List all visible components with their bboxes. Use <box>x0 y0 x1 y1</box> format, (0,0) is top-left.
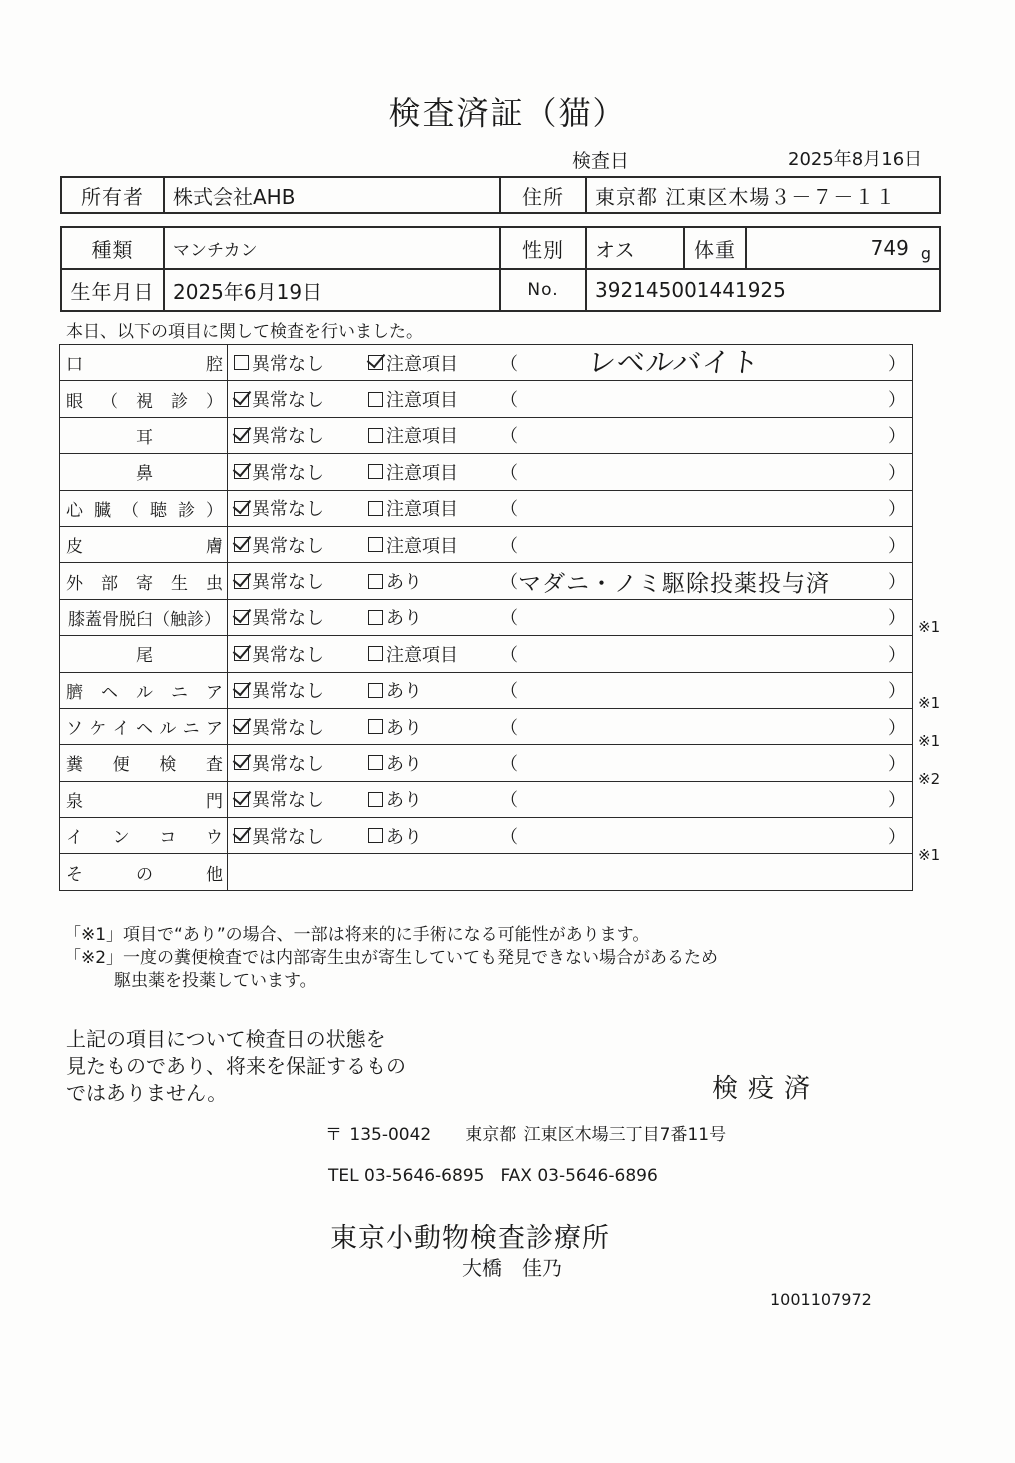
normal-option[interactable] <box>234 786 324 812</box>
normal-option-label: 異常なし <box>252 462 324 484</box>
attention-option[interactable] <box>368 750 422 776</box>
checked-box-icon[interactable] <box>368 355 383 370</box>
item-label <box>60 818 228 854</box>
checked-box-icon[interactable] <box>234 464 249 479</box>
item-note: レベルバイト <box>586 346 762 380</box>
item-options <box>228 381 913 417</box>
attention-option[interactable] <box>368 532 458 558</box>
normal-option[interactable] <box>234 422 324 448</box>
footnote-2-line-1: 「※2」一度の糞便検査では内部寄生虫が寄生していても発見できない場合があるため <box>64 948 719 968</box>
normal-option-label: 異常なし <box>252 390 324 412</box>
paren-close: ） <box>888 644 906 666</box>
checked-box-icon[interactable] <box>234 392 249 407</box>
item-char: ン <box>112 828 130 849</box>
item-label <box>60 454 228 490</box>
item-char: 検 <box>159 755 177 776</box>
item-char: ニ <box>171 682 188 703</box>
item-label <box>60 708 228 744</box>
owner-value: 株式会社AHB <box>164 177 500 213</box>
item-char: 虫 <box>206 573 223 594</box>
item-char: 腔 <box>206 355 223 376</box>
item-char: 泉 <box>66 791 83 812</box>
no-label: No. <box>500 269 586 311</box>
item-char: 診 <box>171 391 188 412</box>
attention-option[interactable] <box>368 714 422 740</box>
normal-option[interactable] <box>234 750 324 776</box>
attention-option-label: 注意項目 <box>386 353 458 375</box>
paren-open: （ <box>500 608 518 630</box>
item-char: 眼 <box>66 391 83 412</box>
normal-option-label: 異常なし <box>252 499 324 521</box>
checkbox-icon[interactable] <box>368 646 383 661</box>
item-label <box>60 745 228 781</box>
item-label <box>60 417 228 453</box>
item-options <box>228 454 913 490</box>
weight-label: 体重 <box>684 227 746 269</box>
normal-option[interactable] <box>234 604 324 630</box>
check-row <box>60 563 913 599</box>
item-char: ア <box>205 719 223 740</box>
normal-option-label: 異常なし <box>252 826 324 848</box>
item-label <box>60 854 228 890</box>
item-options <box>228 490 913 526</box>
item-char: 耳 <box>136 427 153 448</box>
owner-table <box>60 176 941 214</box>
contact-line <box>328 1166 658 1186</box>
item-char: ニ <box>182 719 200 740</box>
footnote-1: 「※1」項目で“あり”の場合、一部は将来的に手術になる可能性があります。 <box>64 925 650 945</box>
attention-option-label: 注意項目 <box>386 390 458 412</box>
item-options <box>228 345 913 381</box>
normal-option[interactable] <box>234 568 324 594</box>
no-value: 392145001441925 <box>586 269 940 311</box>
item-char: ） <box>206 500 223 521</box>
item-char: 査 <box>205 755 223 776</box>
paren-open: （ <box>500 681 518 703</box>
footnote-mark: ※1 <box>918 845 941 864</box>
clinic-address: 東京都 江東区木場三丁目7番11号 <box>465 1125 727 1145</box>
item-char: 聴 <box>150 500 167 521</box>
item-options <box>228 526 913 562</box>
normal-option-label: 異常なし <box>252 644 324 666</box>
clinic-address-line <box>325 1120 726 1145</box>
paren-close: ） <box>888 390 906 412</box>
normal-option-label: 異常なし <box>252 353 324 375</box>
checkbox-icon[interactable] <box>368 392 383 407</box>
normal-option-label: 異常なし <box>252 681 324 703</box>
weight-cell <box>746 227 940 269</box>
attention-option-label: あり <box>386 717 422 739</box>
item-options <box>228 818 913 854</box>
check-row <box>60 345 913 381</box>
check-row <box>60 454 913 490</box>
paren-close: ） <box>888 826 906 848</box>
footnote-2-line-2: 駆虫薬を投薬しています。 <box>114 971 317 991</box>
paren-close: ） <box>888 426 906 448</box>
paren-open: （ <box>500 426 518 448</box>
check-row <box>60 381 913 417</box>
weight-value: 749 <box>870 236 909 260</box>
attention-option[interactable] <box>368 568 422 594</box>
clinic-name: 東京小動物検査診療所 <box>330 1223 610 1254</box>
checked-box-icon[interactable] <box>234 683 249 698</box>
item-char: ア <box>206 682 223 703</box>
item-char: 膚 <box>206 537 223 558</box>
paren-open: （ <box>500 535 518 557</box>
attention-option[interactable] <box>368 386 458 412</box>
normal-option[interactable] <box>234 641 324 667</box>
item-char: イ <box>112 719 130 740</box>
normal-option[interactable] <box>234 386 324 412</box>
checkbox-icon[interactable] <box>234 355 249 370</box>
attention-option[interactable] <box>368 422 458 448</box>
paren-close: ） <box>888 353 906 375</box>
serial-number: 1001107972 <box>770 1290 872 1309</box>
birth-label: 生年月日 <box>61 269 164 311</box>
attention-option[interactable] <box>368 786 422 812</box>
page-title: 検査済証（猫） <box>388 94 627 132</box>
item-char: 口 <box>66 355 83 376</box>
paren-close: ） <box>888 681 906 703</box>
paren-open: （ <box>500 826 518 848</box>
attention-option-label: あり <box>386 753 422 775</box>
checked-box-icon[interactable] <box>234 646 249 661</box>
item-char: ） <box>206 391 223 412</box>
checked-box-icon[interactable] <box>234 828 249 843</box>
paren-open: （ <box>500 390 518 412</box>
check-row <box>60 781 913 817</box>
disclaimer-line: 見たものであり、将来を保証するもの <box>66 1054 406 1078</box>
checkbox-icon[interactable] <box>368 755 383 770</box>
checkbox-icon[interactable] <box>368 537 383 552</box>
item-char: 部 <box>101 573 118 594</box>
item-char: 他 <box>206 864 223 885</box>
address-value: 東京都 江東区木場３－７－１１ <box>586 177 940 213</box>
item-char: ケ <box>89 719 107 740</box>
paren-close: ） <box>888 717 906 739</box>
checkbox-icon[interactable] <box>368 464 383 479</box>
item-char: の <box>136 864 153 885</box>
owner-label: 所有者 <box>61 177 164 213</box>
item-char: ソ <box>66 719 83 740</box>
item-char: そ <box>66 864 83 885</box>
item-char: 生 <box>171 573 188 594</box>
normal-option-label: 異常なし <box>252 535 324 557</box>
item-char: 皮 <box>66 537 83 558</box>
item-label <box>60 636 228 672</box>
item-char: 便 <box>112 755 130 776</box>
check-row <box>60 599 913 635</box>
checked-box-icon[interactable] <box>234 501 249 516</box>
checkbox-icon[interactable] <box>368 719 383 734</box>
postal-code: 〒 135-0042 <box>325 1125 432 1145</box>
checked-box-icon[interactable] <box>234 610 249 625</box>
sex-value: オス <box>586 227 684 269</box>
checked-box-icon[interactable] <box>234 792 249 807</box>
item-note: マダニ・ノミ駆除投薬投与済 <box>518 570 830 597</box>
checked-box-icon[interactable] <box>234 428 249 443</box>
item-char: ヘ <box>101 682 118 703</box>
disclaimer <box>66 1026 406 1107</box>
item-char: 門 <box>206 791 223 812</box>
item-char: コ <box>159 828 177 849</box>
check-row <box>60 526 913 562</box>
footnote-mark: ※1 <box>918 694 941 713</box>
breed-label: 種類 <box>61 227 164 269</box>
footnote-mark: ※2 <box>918 769 941 788</box>
item-options <box>228 636 913 672</box>
normal-option-label: 異常なし <box>252 608 324 630</box>
check-table <box>59 344 913 891</box>
other-row <box>60 854 913 890</box>
paren-close: ） <box>888 790 906 812</box>
checkbox-icon[interactable] <box>368 683 383 698</box>
footnote-mark: ※1 <box>918 732 941 750</box>
item-options <box>228 563 913 599</box>
checkbox-icon[interactable] <box>368 828 383 843</box>
normal-option-label: 異常なし <box>252 790 324 812</box>
check-row <box>60 636 913 672</box>
exam-date: 2025年8月16日 <box>788 149 923 170</box>
paren-close: ） <box>888 462 906 484</box>
attention-option[interactable] <box>368 677 422 703</box>
paren-close: ） <box>888 535 906 557</box>
paren-open: （ <box>500 644 518 666</box>
checked-box-icon[interactable] <box>234 755 249 770</box>
attention-option-label: 注意項目 <box>386 535 458 557</box>
item-label <box>60 599 228 635</box>
attention-option-label: あり <box>386 681 422 703</box>
attention-option-label: 注意項目 <box>386 499 458 521</box>
check-row <box>60 818 913 854</box>
item-label <box>60 526 228 562</box>
checkbox-icon[interactable] <box>368 574 383 589</box>
check-row <box>60 417 913 453</box>
paren-open: （ <box>500 753 518 775</box>
check-row <box>60 672 913 708</box>
checkbox-icon[interactable] <box>368 610 383 625</box>
normal-option[interactable] <box>234 677 324 703</box>
attention-option-label: 注意項目 <box>386 462 458 484</box>
check-row <box>60 708 913 744</box>
item-options <box>228 417 913 453</box>
attention-option[interactable] <box>368 495 458 521</box>
breed-value: マンチカン <box>164 227 500 269</box>
item-label <box>60 563 228 599</box>
fax-number: FAX 03-5646-6896 <box>500 1166 658 1186</box>
quarantine-stamp: 検疫済 <box>712 1074 821 1104</box>
item-char: 臓 <box>94 500 111 521</box>
item-label <box>60 672 228 708</box>
checked-box-icon[interactable] <box>234 574 249 589</box>
address-label: 住所 <box>500 177 586 213</box>
attention-option-label: あり <box>386 572 422 594</box>
normal-option-label: 異常なし <box>252 753 324 775</box>
attention-option[interactable] <box>368 604 422 630</box>
doctor-name: 大橋 佳乃 <box>462 1256 562 1280</box>
attention-option-label: あり <box>386 608 422 630</box>
item-label <box>60 381 228 417</box>
item-char: ウ <box>205 828 223 849</box>
item-char: ヘ <box>135 719 153 740</box>
item-options <box>228 708 913 744</box>
item-char: 膝蓋骨脱臼（触診） <box>68 609 221 630</box>
check-row <box>60 490 913 526</box>
normal-option[interactable] <box>234 532 324 558</box>
normal-option[interactable] <box>234 714 324 740</box>
item-char: イ <box>66 828 83 849</box>
checked-box-icon[interactable] <box>234 719 249 734</box>
normal-option-label: 異常なし <box>252 426 324 448</box>
item-char: 糞 <box>66 755 83 776</box>
normal-option-label: 異常なし <box>252 572 324 594</box>
disclaimer-line: 上記の項目について検査日の状態を <box>66 1027 386 1051</box>
item-char: 臍 <box>66 682 83 703</box>
paren-close: ） <box>888 499 906 521</box>
paren-close: ） <box>888 608 906 630</box>
item-options <box>228 672 913 708</box>
item-char: 鼻 <box>136 464 153 485</box>
checkbox-icon[interactable] <box>368 792 383 807</box>
item-char: ル <box>159 719 177 740</box>
attention-option[interactable] <box>368 641 458 667</box>
attention-option-label: あり <box>386 790 422 812</box>
sex-label: 性別 <box>500 227 586 269</box>
checked-box-icon[interactable] <box>234 537 249 552</box>
exam-date-label: 検査日 <box>572 150 630 172</box>
normal-option[interactable] <box>234 350 324 376</box>
item-char: 心 <box>66 500 83 521</box>
normal-option[interactable] <box>234 459 324 485</box>
attention-option[interactable] <box>368 350 458 376</box>
paren-open: （ <box>500 353 518 375</box>
attention-option-label: 注意項目 <box>386 426 458 448</box>
attention-option[interactable] <box>368 459 458 485</box>
footnote-mark: ※1 <box>918 618 941 637</box>
item-options <box>228 599 913 635</box>
item-char: ル <box>136 682 153 703</box>
checkbox-icon[interactable] <box>368 501 383 516</box>
paren-close: ） <box>888 753 906 775</box>
attention-option-label: あり <box>386 826 422 848</box>
item-label <box>60 490 228 526</box>
normal-option-label: 異常なし <box>252 717 324 739</box>
birth-value: 2025年6月19日 <box>164 269 500 311</box>
attention-option-label: 注意項目 <box>386 644 458 666</box>
paren-open: （ <box>500 572 518 594</box>
weight-unit: g <box>920 244 931 263</box>
footnote-2 <box>64 947 718 993</box>
disclaimer-line: ではありません。 <box>66 1081 228 1105</box>
item-char: 診 <box>178 500 195 521</box>
paren-open: （ <box>500 462 518 484</box>
paren-open: （ <box>500 499 518 521</box>
item-char: 尾 <box>136 646 153 667</box>
item-char: 外 <box>66 573 83 594</box>
paren-open: （ <box>500 790 518 812</box>
checkbox-icon[interactable] <box>368 428 383 443</box>
paren-close: ） <box>888 572 906 594</box>
item-char: 寄 <box>136 573 153 594</box>
normal-option[interactable] <box>234 823 324 849</box>
item-char: （ <box>122 500 139 521</box>
normal-option[interactable] <box>234 495 324 521</box>
item-label <box>60 781 228 817</box>
attention-option[interactable] <box>368 823 422 849</box>
item-options <box>228 745 913 781</box>
other-value <box>228 854 913 890</box>
item-char: 視 <box>136 391 153 412</box>
tel-number: TEL 03-5646-6895 <box>328 1166 485 1186</box>
paren-open: （ <box>500 717 518 739</box>
item-options <box>228 781 913 817</box>
animal-info-table <box>60 226 941 312</box>
item-char: （ <box>101 391 118 412</box>
item-label <box>60 345 228 381</box>
check-row <box>60 745 913 781</box>
intro-text: 本日、以下の項目に関して検査を行いました。 <box>66 322 423 342</box>
